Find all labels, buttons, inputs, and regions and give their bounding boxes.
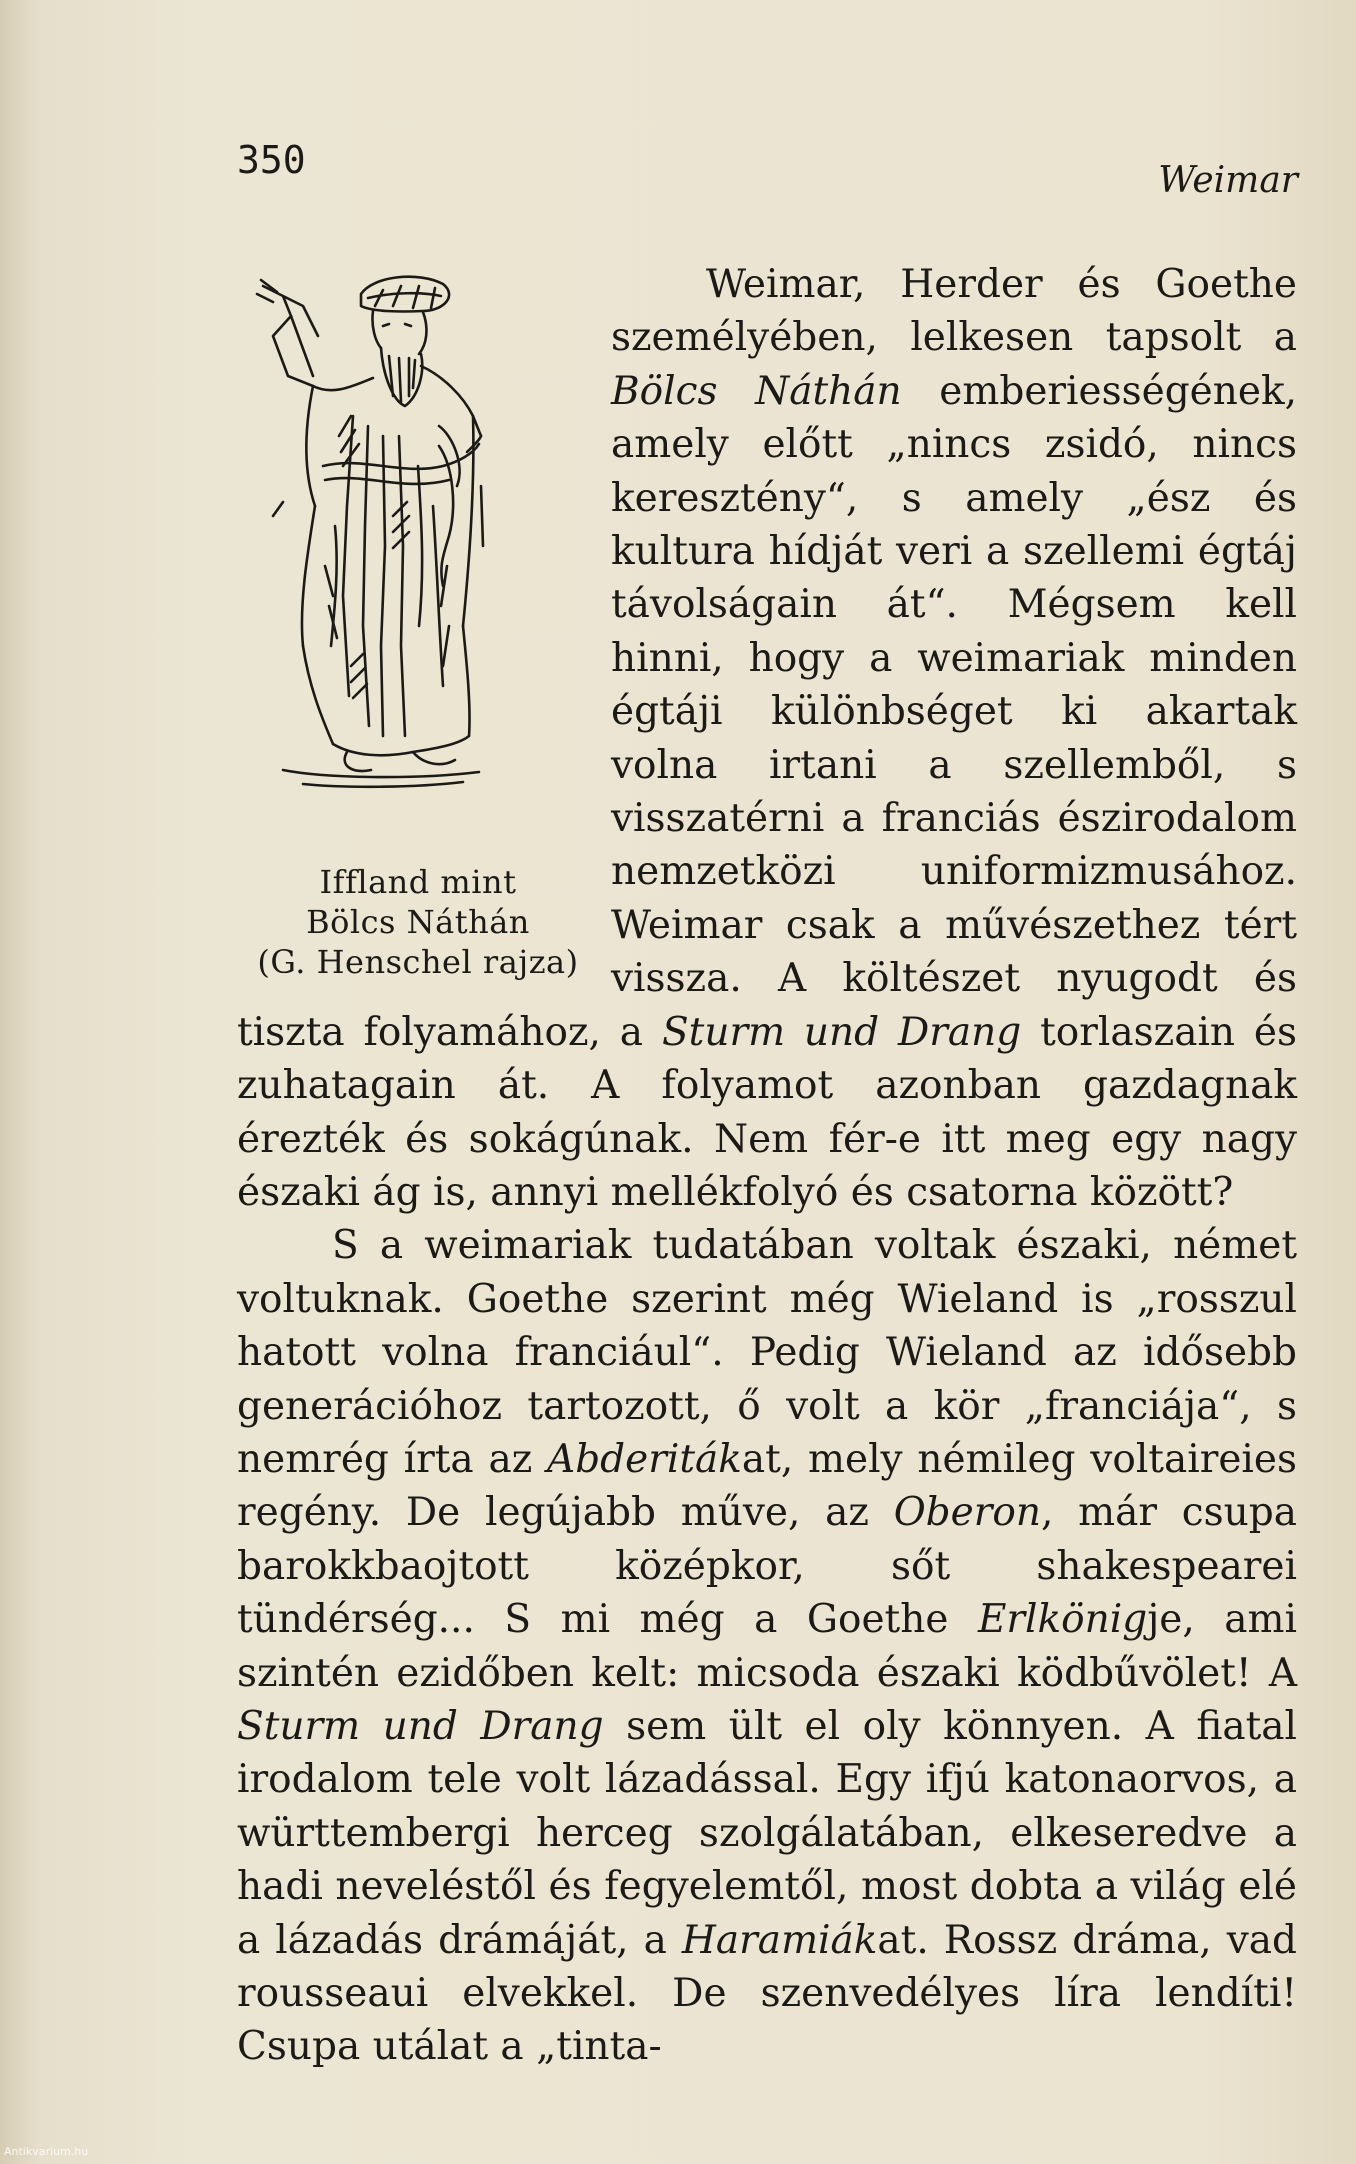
italic-title: Abderiták <box>547 1436 742 1482</box>
caption-line: Iffland mint <box>319 863 517 901</box>
page-header <box>237 138 1298 201</box>
engraving-figure-icon <box>243 266 488 826</box>
text-run: emberiességének, amely előtt „nincs zsidó, nincs keresztény“, s amely „ész és kultura hídját veri a szellemi égtáj távolságain át“. Mégsem kell hinni, hogy a weimariak minden égtáji különbséget ki akartak volna irtani a szellemből, s visszatérni a franciás észirodalom nemzetközi uniformizmusához. Weimar csak a művészethez tért vissza. A költészet nyugodt és tiszta folyamához, a <box>237 368 1297 1055</box>
italic-title: Sturm und Drang <box>237 1703 604 1749</box>
text-run: , már csupa barokkbaojtott középkor, sőt shakespearei tündérség... S mi még a Goethe <box>237 1490 1297 1643</box>
italic-title: Bölcs Náthán <box>611 368 902 414</box>
italic-title: Sturm und Drang <box>661 1009 1022 1055</box>
text-run: S a weimariak tudatában voltak északi, német voltuknak. Goethe szerint még Wieland is „rosszul hatott volna franciául“. Pedig Wieland az idősebb generációhoz tartozott, ő volt a kör „franciája“, s nemrég írta az <box>237 1223 1297 1482</box>
figure-caption <box>237 862 599 982</box>
text-run: Weimar, Herder és Goethe személyében, lelkesen tapsolt a <box>611 262 1297 361</box>
text-run: torlaszain és zuhatagain át. A folyamot azonban gazdagnak érezték és sokágúnak. Nem fér-e itt meg egy nagy északi ág is, annyi mellékfolyó és csatorna között? <box>237 1009 1297 1215</box>
running-head: Weimar <box>1158 160 1298 201</box>
italic-title: Haramiák <box>681 1917 878 1963</box>
italic-title: Erlkönig <box>977 1597 1148 1643</box>
illustration-figure <box>237 266 599 981</box>
text-run: sem ült el oly könnyen. A fiatal irodalom tele volt lázadással. Egy ifjú katonaorvos, a württembergi herceg szolgálatában, elkeseredve a hadi neveléstől és fegyelemtől, most dobta a világ elé a lázadás drámáját, a <box>237 1703 1297 1963</box>
page-body <box>237 258 1297 2074</box>
caption-line: (G. Henschel rajza) <box>257 943 579 981</box>
text-run: at, mely némileg voltaireies regény. De legújabb műve, az <box>237 1436 1297 1536</box>
text-run: je, ami szintén ezidőben kelt: micsoda északi ködbűvölet! A <box>237 1597 1297 1696</box>
watermark: Antikvarium.hu <box>4 2145 89 2158</box>
text-run: at. Rossz dráma, vad rousseaui elvekkel. De szenvedélyes líra lendíti! Csupa utálat a „tinta- <box>237 1917 1297 2070</box>
paragraph <box>237 1219 1297 2074</box>
page-number: 350 <box>237 138 306 182</box>
italic-title: Oberon <box>893 1490 1041 1536</box>
caption-line: Bölcs Náthán <box>306 903 530 941</box>
